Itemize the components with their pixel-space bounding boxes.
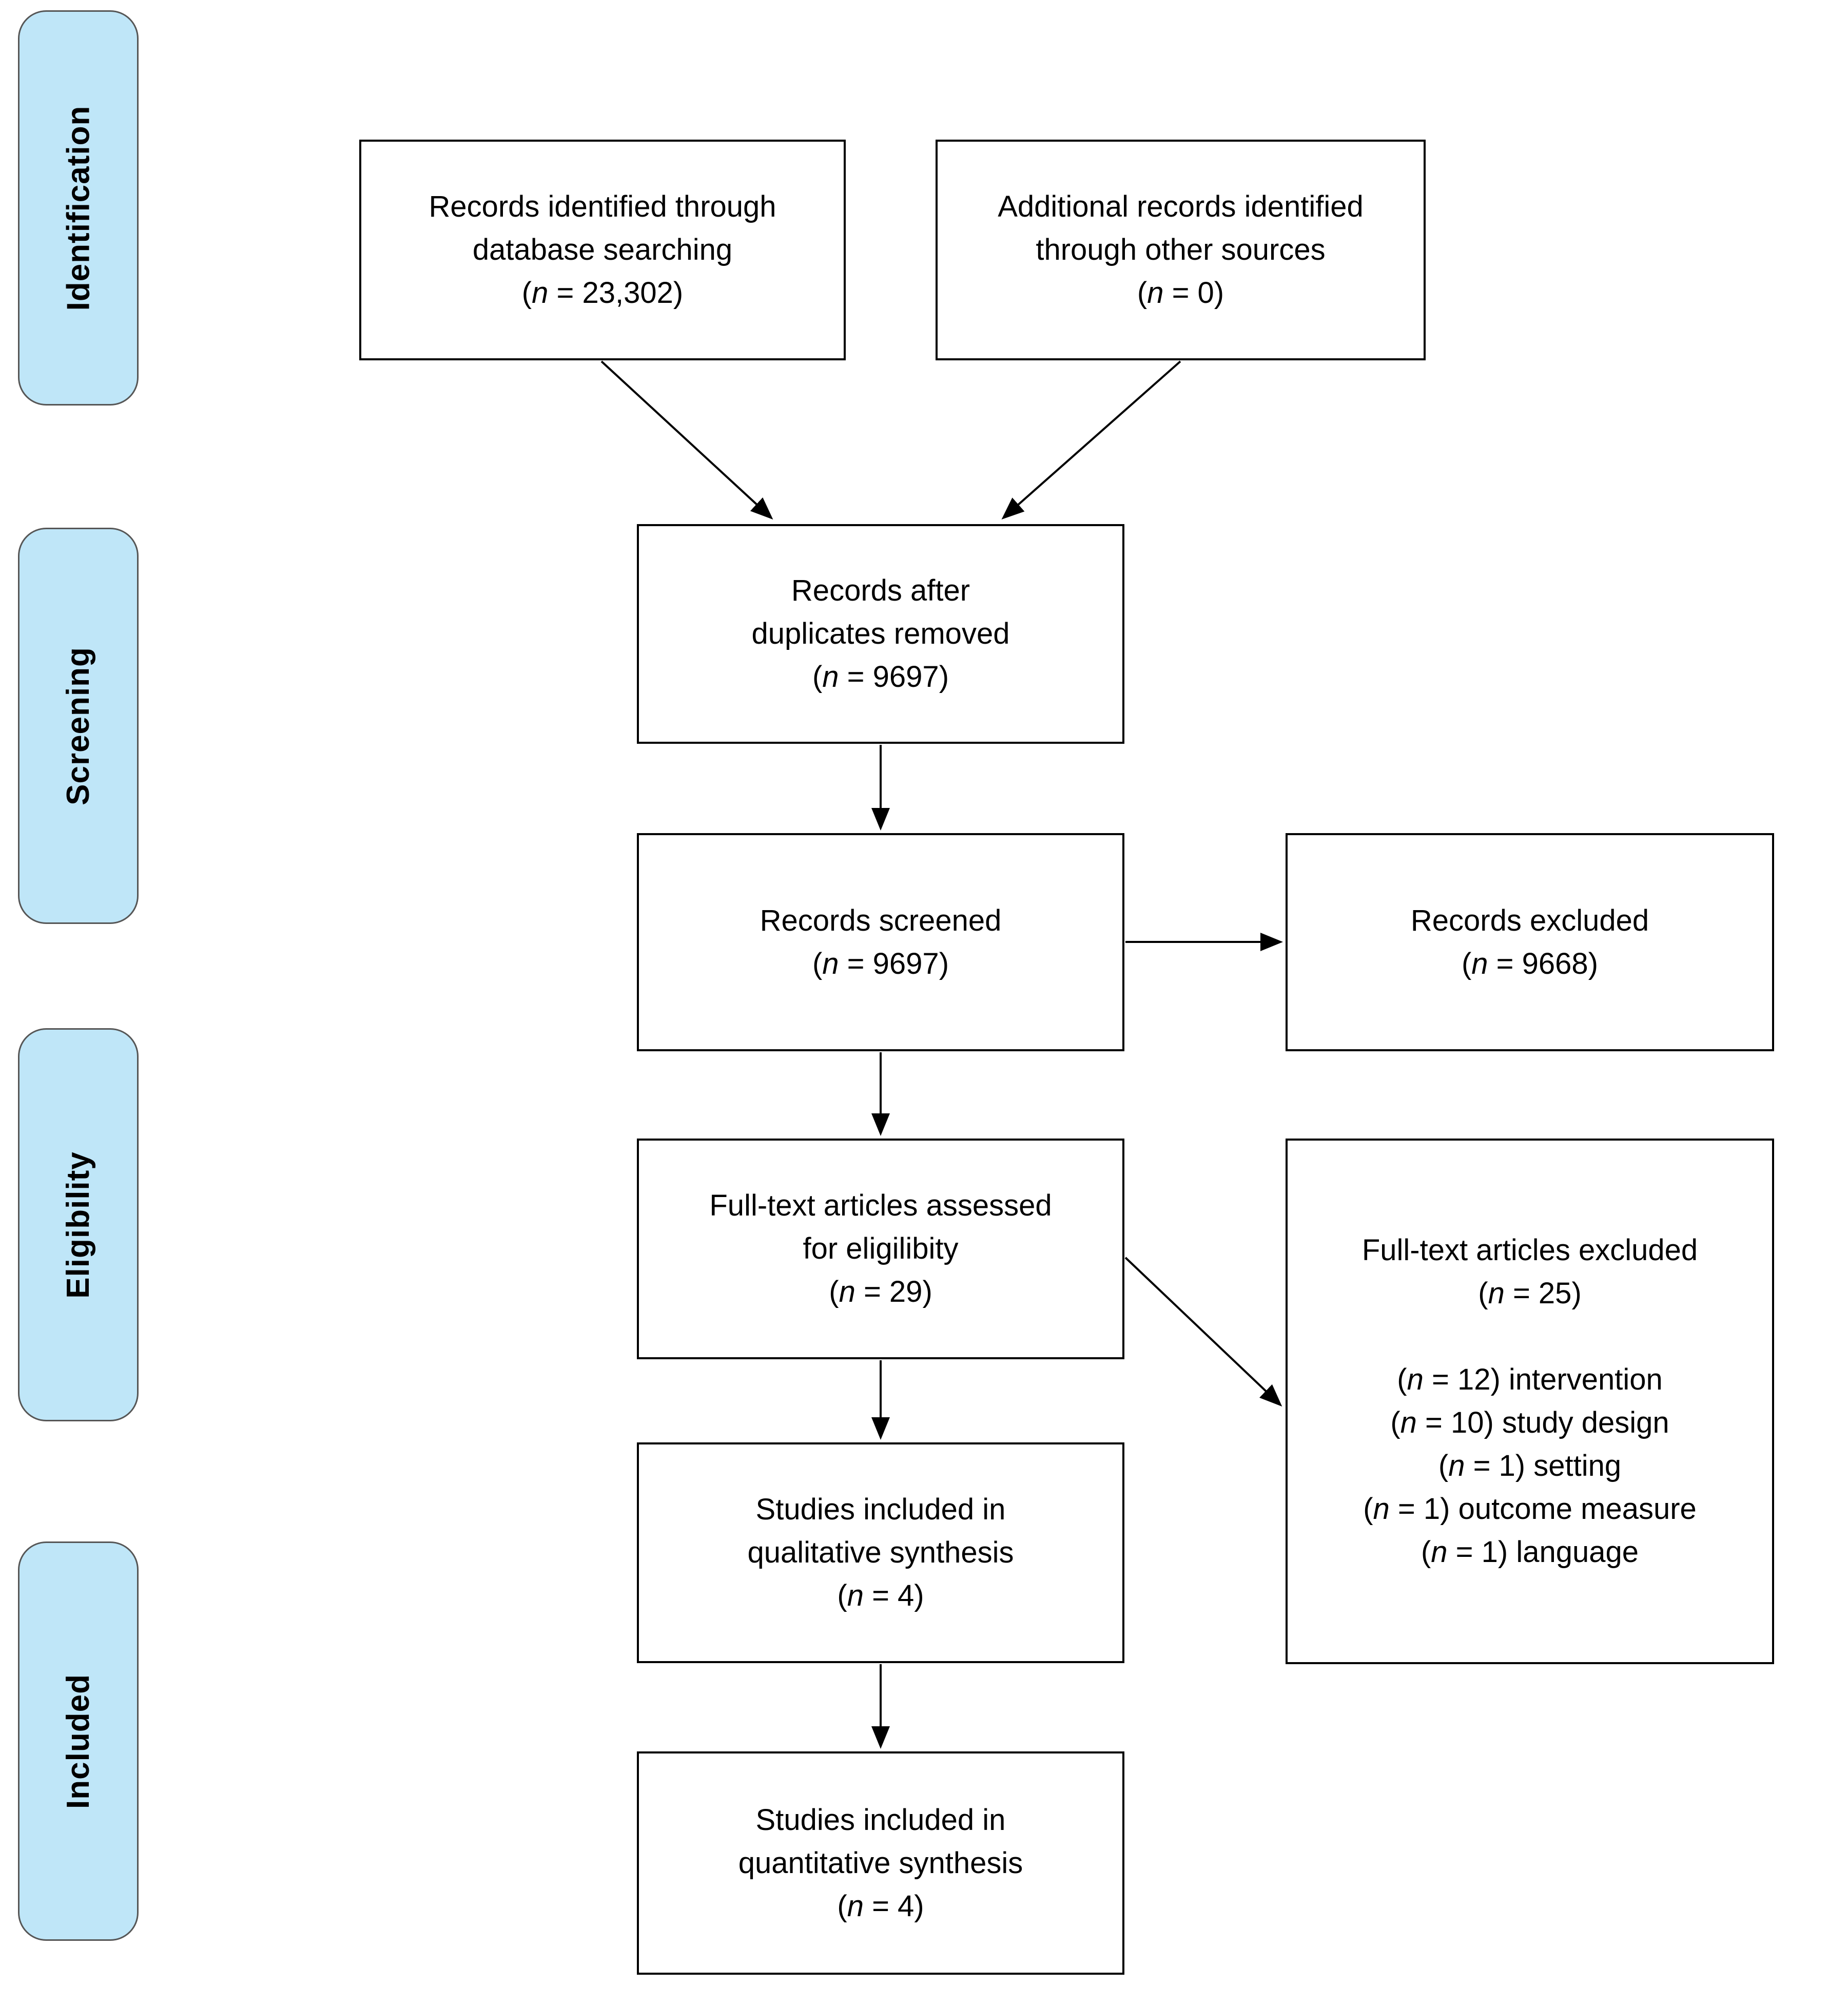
box-qualitative-synthesis: Studies included in qualitative synthesis (n = 4): [637, 1442, 1124, 1663]
stage-eligibility: [18, 1028, 139, 1421]
box-duplicates-removed: Records after duplicates removed (n = 9697): [637, 524, 1124, 744]
arrow-identified-to-duplicates: [601, 361, 771, 517]
stage-eligibility-label: Eligibility: [61, 1151, 96, 1299]
stage-included: [18, 1541, 139, 1941]
box-fulltext-assessed: Full-text articles assessed for eligilibity (n = 29): [637, 1139, 1124, 1359]
box-additional-records: Additional records identified through other sources (n = 0): [936, 140, 1426, 360]
stage-included-label: Included: [61, 1673, 96, 1809]
stage-screening: [18, 528, 139, 924]
box-records-screened: Records screened (n = 9697): [637, 833, 1124, 1051]
arrow-fulltext-to-excluded: [1125, 1258, 1280, 1404]
stage-identification-label: Identification: [61, 105, 96, 311]
arrow-additional-to-duplicates: [1004, 361, 1180, 517]
stage-screening-label: Screening: [61, 646, 96, 805]
box-records-identified: Records identified through database searching (n = 23,302): [359, 140, 846, 360]
box-fulltext-excluded: Full-text articles excluded (n = 25) (n = 12) intervention (n = 10) study design (n = 1) setting (n = 1) outcome measure (n = 1) language: [1286, 1139, 1774, 1664]
box-quantitative-synthesis: Studies included in quantitative synthesis (n = 4): [637, 1751, 1124, 1975]
box-records-excluded: Records excluded (n = 9668): [1286, 833, 1774, 1051]
stage-identification: [18, 10, 139, 406]
